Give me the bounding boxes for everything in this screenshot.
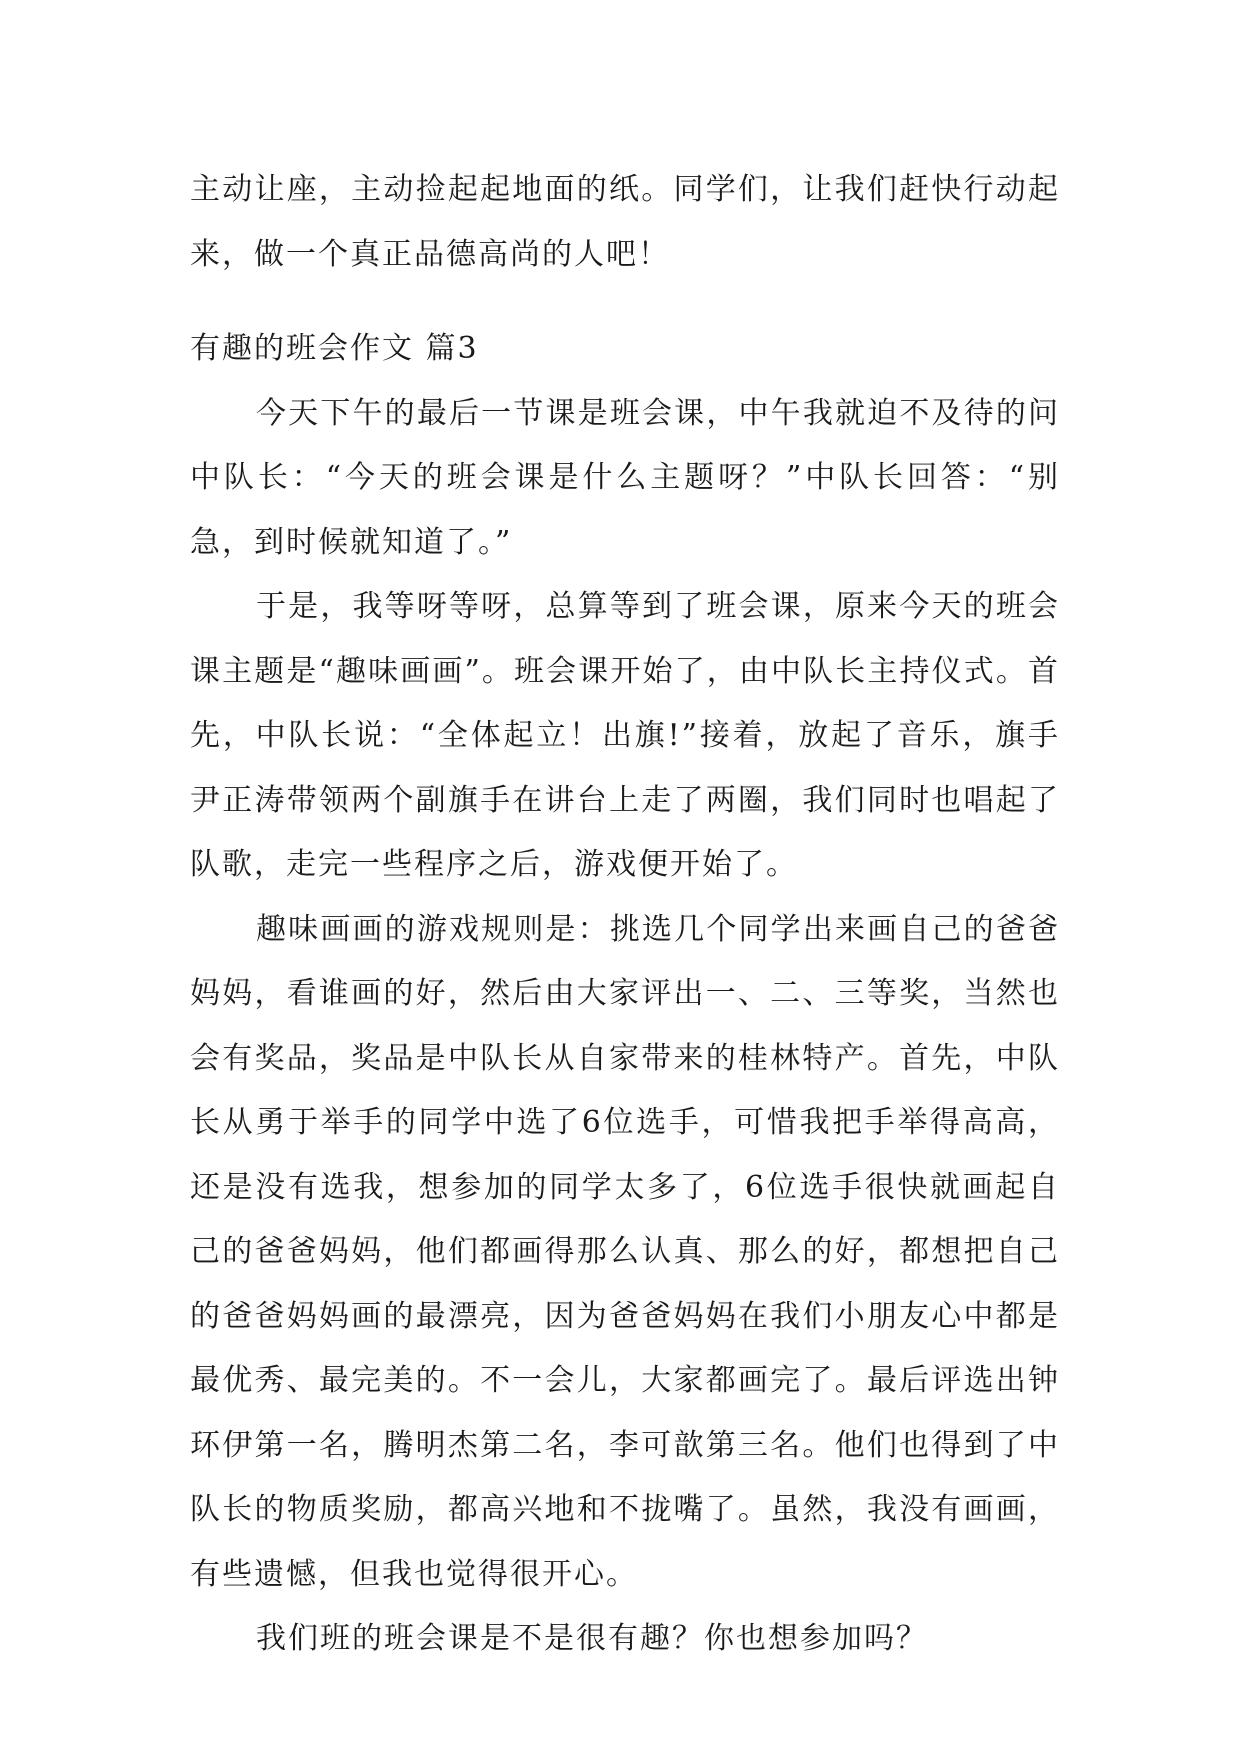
paragraph-3: 趣味画画的游戏规则是：挑选几个同学出来画自己的爸爸妈妈，看谁画的好，然后由大家评出一、二、三等奖，当然也会有奖品，奖品是中队长从自家带来的桂林特产。首先，中队长从勇于举手的同学中选了6位选手，可惜我把手举得高高，还是没有选我，想参加的同学太多了，6位选手很快就画起自己的爸爸妈妈，他们都画得那么认真、那么的好，都想把自己的爸爸妈妈画的最漂亮，因为爸爸妈妈在我们小朋友心中都是最优秀、最完美的。不一会儿，大家都画完了。最后评选出钟环伊第一名，腾明杰第二名，李可歆第三名。他们也得到了中队长的物质奖励，都高兴地和不拢嘴了。虽然，我没有画画，有些遗憾，但我也觉得很开心。: [190, 911, 1060, 1592]
document-page: [190, 158, 1060, 1672]
paragraph-1: 今天下午的最后一节课是班会课，中午我就迫不及待的问中队长：“今天的班会课是什么主题呀？”中队长回答：“别急，到时候就知道了。”: [190, 395, 1060, 560]
paragraph-2: 于是，我等呀等呀，总算等到了班会课，原来今天的班会课主题是“趣味画画”。班会课开始了，由中队长主持仪式。首先，中队长说：“全体起立！出旗!”接着，放起了音乐，旗手尹正涛带领两个副旗手在讲台上走了两圈，我们同时也唱起了队歌，走完一些程序之后，游戏便开始了。: [190, 589, 1060, 882]
section-gap: [190, 287, 1060, 317]
paragraph-4: 我们班的班会课是不是很有趣？你也想参加吗？: [256, 1621, 928, 1656]
section-title: 有趣的班会作文 篇3: [190, 331, 479, 366]
continued-paragraph: 主动让座，主动捡起起地面的纸。同学们，让我们赶快行动起来，做一个真正品德高尚的人吧！: [190, 172, 1060, 272]
